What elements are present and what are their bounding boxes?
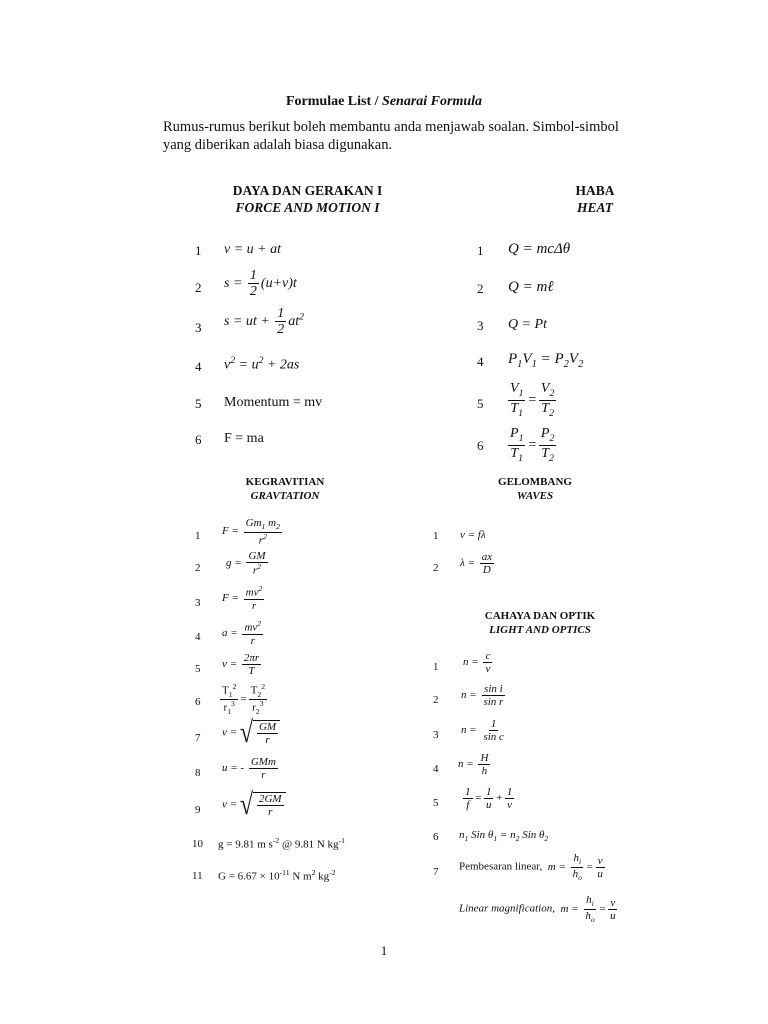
formula-gravitational-constant: $G = 6.67 \times 10^{-11}$ N $m^2$ $kg^{-2}$ (218, 868, 336, 883)
formula-wave-speed: v = fλ (460, 529, 486, 541)
section-gravitation (220, 475, 350, 503)
force-number-4: 4 (195, 359, 202, 374)
heat-number-6: 6 (477, 438, 484, 453)
section-light-en: LIGHT AND OPTICS (489, 624, 591, 636)
heat-number-3: 3 (477, 318, 484, 333)
force-number-3: 3 (195, 320, 202, 335)
formula-critical-angle: n = $\frac{1}{\text{sin c}}$ (461, 718, 504, 744)
section-grav-en: GRAVTATION (250, 490, 320, 502)
formula-centripetal-force: F = $\frac{mv^2}{r}$ (222, 584, 263, 612)
formula-snell-law: n = $\frac{\text{sin i}}{\text{sin r}}$ (461, 683, 504, 709)
formula-displacement-avg: s = $\frac{1}{2}$ (u+v)t (224, 268, 297, 300)
grav-number-2: 2 (195, 562, 201, 574)
force-number-1: 1 (195, 243, 202, 258)
formula-escape-velocity: v = √ $\frac{2GM}{r}$ (222, 792, 286, 818)
formula-heat-capacity: Q = mcΔθ (508, 241, 571, 257)
page-title (0, 94, 768, 110)
formula-gravitational-acceleration: g = $\frac{GM}{r^2}$ (226, 550, 266, 577)
formula-force: F = ma (224, 431, 264, 446)
formula-gravity-value: g = 9.81 m $s^{-2}$ @ 9.81 N $kg^{-1}$ (218, 836, 345, 851)
formula-linear-magnification-ms: Pembesaran linear, m = $\frac{h_i}{h_o}$ = $\frac{v}{u}$ (459, 852, 603, 882)
heat-number-2: 2 (477, 281, 484, 296)
section-grav-ms: KEGRAVITIAN (245, 476, 325, 488)
waves-number-2: 2 (433, 562, 439, 574)
grav-number-11: 11 (192, 870, 203, 882)
heat-number-5: 5 (477, 396, 484, 411)
light-number-6: 6 (433, 831, 439, 843)
section-waves (485, 475, 585, 503)
light-number-4: 4 (433, 763, 439, 775)
force-number-2: 2 (195, 280, 202, 295)
formula-momentum: Momentum = mv (224, 395, 323, 410)
section-light-optics (470, 609, 610, 637)
heat-number-1: 1 (477, 243, 484, 258)
light-number-2: 2 (433, 694, 439, 706)
formula-snell-general: $n_1$ Sin $\theta_1 = n_2$ Sin $\theta_2$ (459, 829, 549, 844)
intro-text: Rumus-rumus berikut boleh membantu anda menjawab soalan. Simbol-simbol yang diberikan adalah biasa digunakan. (163, 119, 619, 153)
section-heat (555, 182, 635, 216)
formula-displacement: s = ut + $\frac{1}{2}$ $at^2$ (224, 306, 305, 338)
title-italic: Senarai Formula (382, 94, 483, 109)
formula-velocity: v = u + at (224, 242, 281, 257)
magnification-label-ms: Pembesaran linear, (459, 860, 543, 873)
light-number-5: 5 (433, 797, 439, 809)
grav-number-8: 8 (195, 767, 201, 779)
magnification-label-en: Linear magnification, (459, 902, 555, 915)
grav-number-1: 1 (195, 530, 201, 542)
grav-number-3: 3 (195, 597, 201, 609)
force-number-6: 6 (195, 432, 202, 447)
section-force-motion (200, 182, 415, 216)
formula-boyle: $P_1V_1 = P_2V_2$ (508, 351, 584, 370)
page-number: 1 (380, 943, 388, 958)
formula-v-squared: $v^2 = u^2 + 2as$ (224, 355, 300, 373)
section-waves-en: WAVES (516, 490, 554, 502)
formula-interference: λ = $\frac{ax}{D}$ (460, 551, 493, 577)
grav-number-6: 6 (195, 696, 201, 708)
formula-pressure-law: $\frac{P_1}{T_1}$ = $\frac{P_2}{T_2}$ (510, 426, 555, 464)
section-light-ms: CAHAYA DAN OPTIK (484, 610, 596, 622)
formula-apparent-depth: n = $\frac{H}{h}$ (458, 752, 489, 778)
formula-lens-equation: $\frac{1}{f}$ = $\frac{1}{u}$ + $\frac{1}{v}$ (465, 786, 513, 812)
light-number-7: 7 (433, 866, 439, 878)
grav-number-5: 5 (195, 663, 201, 675)
formula-newton-gravitation: F = $\frac{Gm_1 m_2}{r^2}$ (222, 517, 280, 547)
section-waves-ms: GELOMBANG (498, 476, 572, 488)
grav-number-4: 4 (195, 631, 201, 643)
formula-charles: $\frac{V_1}{T_1}$ = $\frac{V_2}{T_2}$ (510, 381, 555, 419)
section-heat-en: HEAT (576, 200, 613, 215)
light-number-3: 3 (433, 729, 439, 741)
waves-number-1: 1 (433, 530, 439, 542)
grav-number-9: 9 (195, 804, 201, 816)
grav-number-7: 7 (195, 732, 201, 744)
formula-refractive-index-speed: n = $\frac{c}{v}$ (463, 650, 491, 676)
formula-kepler-third-law: $\frac{T_1^2}{r_1^3}$ = $\frac{T_2^2}{r_2^3}$ (222, 682, 266, 717)
grav-number-10: 10 (192, 838, 203, 850)
section-heat-ms: HABA (575, 183, 615, 198)
section-force-ms: DAYA DAN GERAKAN I (232, 183, 383, 198)
heat-number-4: 4 (477, 354, 484, 369)
formula-potential-energy: u = - $\frac{\text{GMm}}{r}$ (222, 756, 276, 782)
formula-electric-heat: Q = Pt (508, 317, 547, 332)
formula-orbital-speed-period: v = $\frac{2\pi r}{T}$ (222, 652, 260, 678)
formula-linear-magnification-en: Linear magnification, m = $\frac{h_i}{h_o}$ = $\frac{v}{u}$ (459, 894, 616, 924)
section-force-en: FORCE AND MOTION I (235, 200, 380, 215)
formula-latent-heat: Q = mℓ (508, 279, 554, 295)
title-plain: Formulae List / (285, 94, 379, 109)
light-number-1: 1 (433, 661, 439, 673)
formula-centripetal-acceleration: a = $\frac{mv^2}{r}$ (222, 619, 262, 647)
force-number-5: 5 (195, 396, 202, 411)
formula-orbital-speed: v = √ $\frac{GM}{r}$ (222, 720, 280, 746)
